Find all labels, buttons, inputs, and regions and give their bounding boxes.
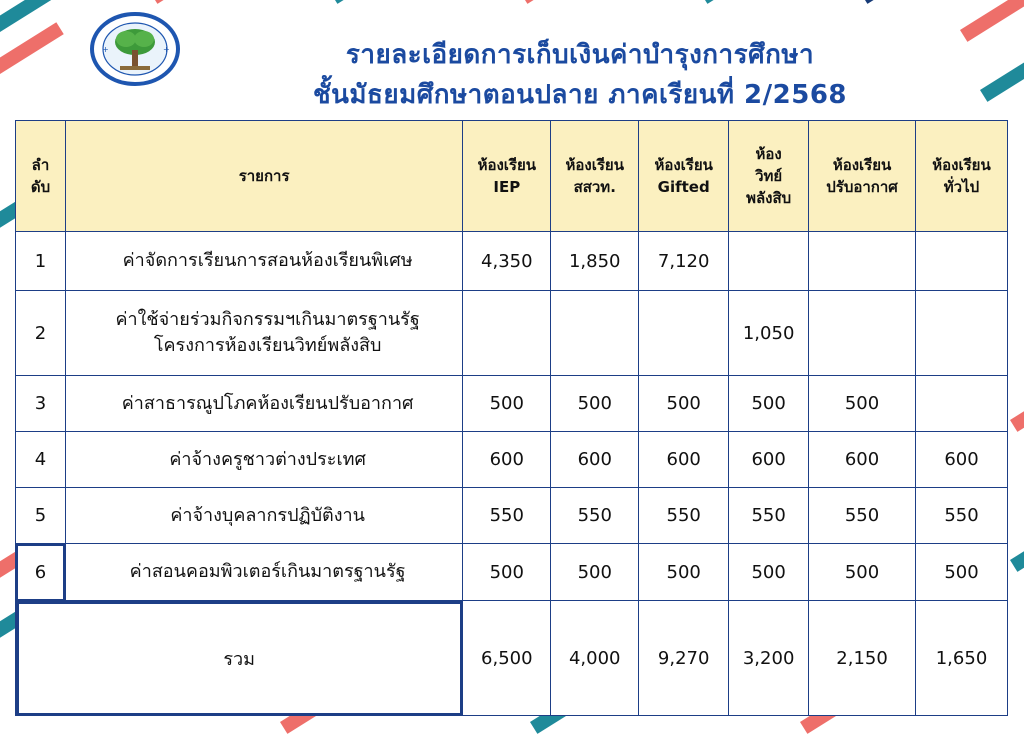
total-sorsowot: 4,000 [551,601,639,716]
col-header-gifted: ห้องเรียน Gifted [639,121,729,232]
cell-gifted [639,291,729,376]
row-item: ค่าจัดการเรียนการสอนห้องเรียนพิเศษ [65,232,462,291]
svg-text:+: + [163,45,170,54]
col-header-general: ห้องเรียน ทั่วไป [916,121,1008,232]
cell-sorsowot: 500 [551,376,639,432]
row-item: ค่าสาธารณูปโภคห้องเรียนปรับอากาศ [65,376,462,432]
cell-palangsib: 600 [729,432,809,488]
cell-general: 600 [916,432,1008,488]
cell-sorsowot [551,291,639,376]
row-item: ค่าจ้างบุคลากรปฏิบัติงาน [65,488,462,544]
cell-gifted: 7,120 [639,232,729,291]
col-header-aircon: ห้องเรียน ปรับอากาศ [809,121,916,232]
row-item: ค่าสอนคอมพิวเตอร์เกินมาตรฐานรัฐ [65,544,462,601]
row-no: 4 [16,432,66,488]
cell-iep: 500 [463,544,551,601]
page-title: รายละเอียดการเก็บเงินค่าบำรุงการศึกษา [345,40,815,70]
col-header-no: ลำ ดับ [16,121,66,232]
cell-aircon [809,232,916,291]
cell-aircon: 500 [809,544,916,601]
cell-iep: 4,350 [463,232,551,291]
cell-gifted: 500 [639,376,729,432]
table-row [16,488,1008,544]
cell-general [916,291,1008,376]
cell-palangsib: 500 [729,544,809,601]
table-row [16,376,1008,432]
row-no: 6 [16,544,66,601]
col-header-sorsowot: ห้องเรียน สสวท. [551,121,639,232]
col-header-iep: ห้องเรียน IEP [463,121,551,232]
cell-iep [463,291,551,376]
table-row [16,432,1008,488]
row-no: 1 [16,232,66,291]
row-no: 2 [16,291,66,376]
total-label: รวม [16,601,463,716]
cell-general: 550 [916,488,1008,544]
cell-gifted: 600 [639,432,729,488]
total-palangsib: 3,200 [729,601,809,716]
col-header-palangsib: ห้อง วิทย์ พลังสิบ [729,121,809,232]
cell-general [916,376,1008,432]
cell-iep: 550 [463,488,551,544]
cell-palangsib: 500 [729,376,809,432]
cell-gifted: 550 [639,488,729,544]
cell-sorsowot: 500 [551,544,639,601]
school-logo [90,12,180,86]
cell-iep: 600 [463,432,551,488]
cell-aircon: 550 [809,488,916,544]
row-no: 3 [16,376,66,432]
table-row [16,232,1008,291]
table-header-row [16,121,1008,232]
row-no: 5 [16,488,66,544]
cell-aircon [809,291,916,376]
cell-sorsowot: 550 [551,488,639,544]
cell-iep: 500 [463,376,551,432]
total-gifted: 9,270 [639,601,729,716]
table-row [16,291,1008,376]
cell-general: 500 [916,544,1008,601]
table-row [16,544,1008,601]
total-general: 1,650 [916,601,1008,716]
total-iep: 6,500 [463,601,551,716]
cell-palangsib [729,232,809,291]
fee-table [15,120,1008,716]
row-item: ค่าจ้างครูชาวต่างประเทศ [65,432,462,488]
cell-aircon: 600 [809,432,916,488]
svg-text:+: + [102,45,109,54]
total-aircon: 2,150 [809,601,916,716]
cell-aircon: 500 [809,376,916,432]
cell-general [916,232,1008,291]
total-row [16,601,1008,716]
cell-palangsib: 1,050 [729,291,809,376]
row-item: ค่าใช้จ่ายร่วมกิจกรรมฯเกินมาตรฐานรัฐ โครงการห้องเรียนวิทย์พลังสิบ [65,291,462,376]
page-subtitle: ชั้นมัธยมศึกษาตอนปลาย ภาคเรียนที่ 2/2568 [312,80,847,110]
col-header-item: รายการ [65,121,462,232]
cell-sorsowot: 600 [551,432,639,488]
cell-gifted: 500 [639,544,729,601]
cell-palangsib: 550 [729,488,809,544]
cell-sorsowot: 1,850 [551,232,639,291]
